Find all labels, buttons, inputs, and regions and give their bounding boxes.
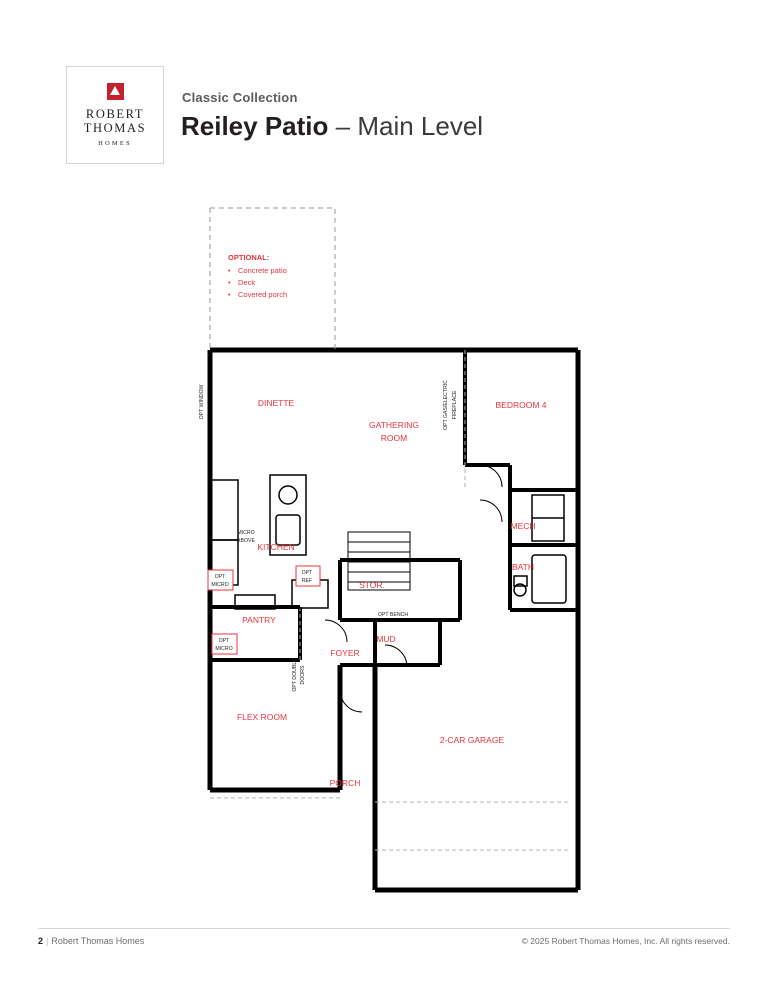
room-label: ROOM	[380, 433, 408, 443]
logo-mark-icon	[107, 83, 124, 100]
logo-name-line2: THOMAS	[83, 121, 147, 135]
room-label: 2-CAR GARAGE	[439, 735, 505, 745]
optional-bullet-icon: •	[228, 290, 231, 299]
annotation-label: OPT GAS/ELECTRIC	[443, 379, 449, 431]
room-label: PANTRY	[242, 615, 276, 625]
room-label: GATHERING	[369, 420, 419, 430]
annotation-label: OPT	[214, 574, 226, 580]
room-label: FOYER	[330, 648, 360, 658]
annotation-label: ABOVE	[237, 538, 255, 544]
room-label: MUD	[376, 634, 396, 644]
annotation-label: MICRO	[215, 646, 233, 652]
room-label: STOR.	[359, 580, 385, 590]
annotation-label: OPT	[301, 570, 313, 576]
plan-name: Reiley Patio	[181, 111, 329, 141]
room-label: BATH	[511, 562, 535, 572]
annotation-label: FIREPLACE	[452, 390, 458, 420]
room-label: BEDROOM 4	[495, 400, 547, 410]
logo-name-line1: ROBERT	[85, 107, 145, 121]
annotation-label: DOORS	[300, 665, 306, 685]
annotation-label: REF	[301, 578, 313, 584]
optional-callout	[228, 253, 287, 299]
room-label: DINETTE	[257, 398, 295, 408]
annotation-label: MICRO	[237, 530, 255, 536]
floorplan-diagram	[180, 190, 610, 900]
room-label: FLEX ROOM	[236, 712, 288, 722]
optional-item: Covered porch	[238, 290, 288, 299]
annotation-label: OPT WINDOW	[199, 384, 205, 420]
logo-subtitle: HOMES	[98, 140, 132, 147]
annotation-label: MICRO	[211, 582, 229, 588]
room-label: MECH	[510, 521, 536, 531]
annotation-label: OPT BENCH	[377, 612, 409, 618]
room-label: PORCH	[329, 778, 361, 788]
footer-left	[38, 936, 144, 946]
footer-divider	[38, 928, 730, 929]
footer-separator: |	[46, 936, 49, 946]
optional-item: Deck	[238, 278, 256, 287]
plan-level: – Main Level	[335, 111, 484, 141]
brand-logo	[66, 66, 164, 164]
optional-item: Concrete patio	[238, 266, 287, 275]
annotation-label: OPT	[218, 638, 230, 644]
annotation-label: OPT DOUBLE	[292, 658, 298, 692]
footer-company: Robert Thomas Homes	[51, 936, 145, 946]
optional-title: OPTIONAL:	[228, 253, 270, 262]
optional-bullet-icon: •	[228, 278, 231, 287]
page-title	[181, 111, 483, 142]
page-number: 2	[38, 936, 44, 946]
optional-bullet-icon: •	[228, 266, 231, 275]
footer-copyright: © 2025 Robert Thomas Homes, Inc. All rights reserved.	[521, 936, 730, 946]
room-label: KITCHEN	[257, 542, 295, 552]
collection-label: Classic Collection	[182, 90, 298, 105]
